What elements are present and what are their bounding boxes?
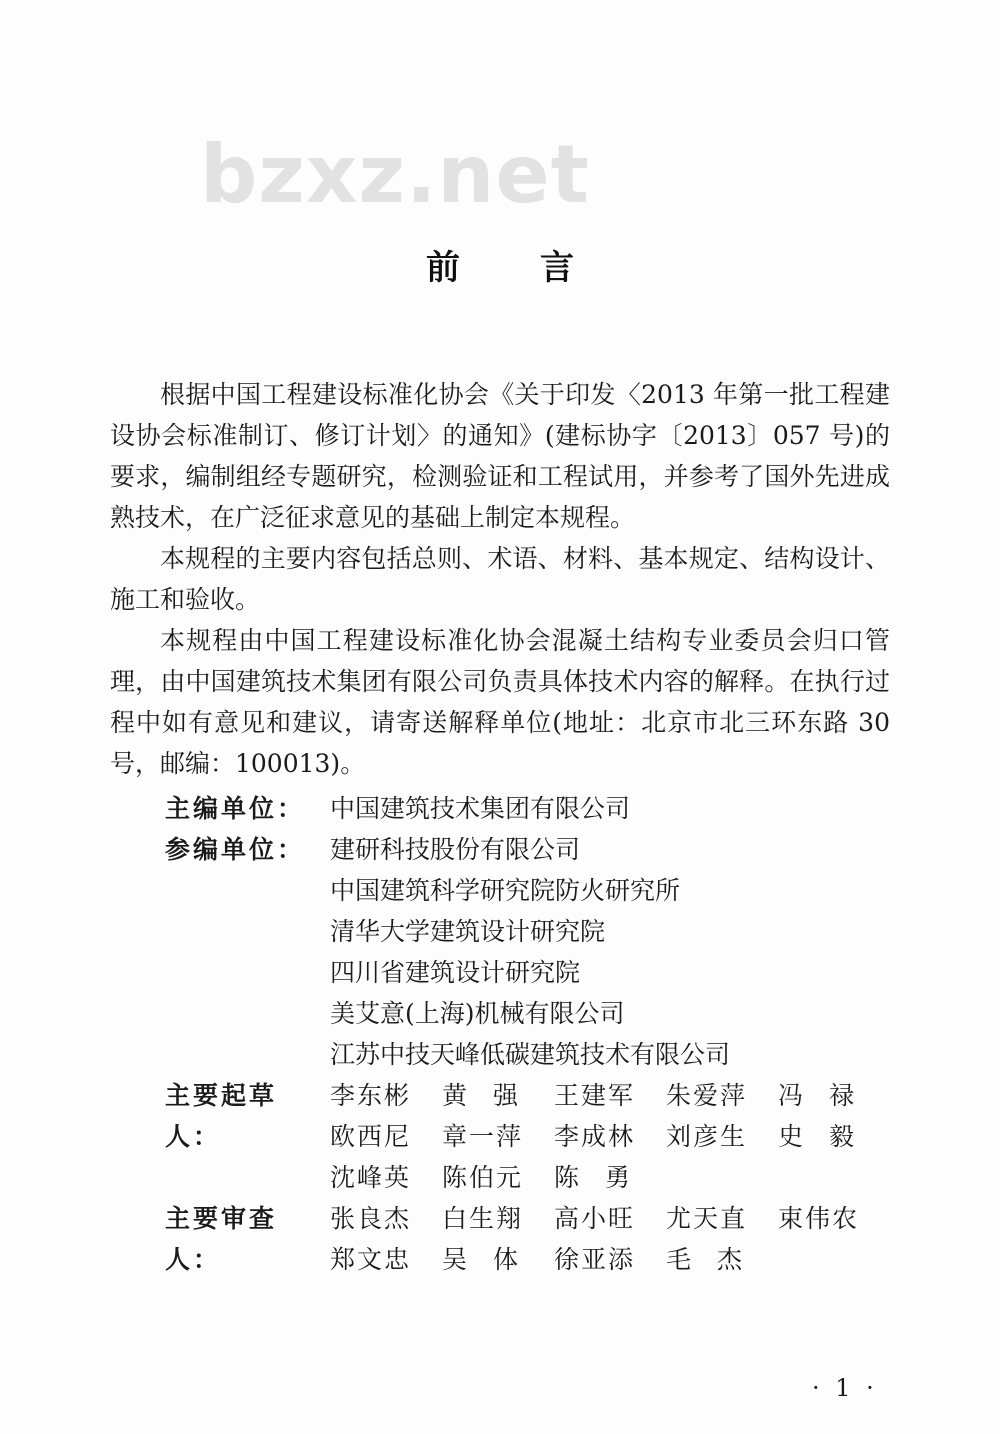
participant-item: 江苏中技天峰低碳建筑技术有限公司 <box>330 1040 731 1069</box>
participant-item: 中国建筑科学研究院防火研究所 <box>330 876 681 905</box>
page-number: · 1 · <box>812 1374 878 1402</box>
reviewer-name: 徐亚添 <box>554 1245 636 1274</box>
reviewer-name: 高小旺 <box>554 1204 636 1233</box>
paragraph-1: 根据中国工程建设标准化协会《关于印发〈2013 年第一批工程建设协会标准制订、修订计划〉的通知》(建标协字〔2013〕057 号)的要求，编制组经专题研究，检测验证和工程试用，并参考了国外先进成熟技术，在广泛征求意见的基础上制定本规程。 <box>110 380 890 532</box>
drafter-name: 朱爱萍 <box>666 1081 748 1110</box>
paragraph-2: 本规程的主要内容包括总则、术语、材料、基本规定、结构设计、施工和验收。 <box>110 544 890 614</box>
drafters-label: 主要起草人： <box>165 1081 278 1151</box>
participants-label: 参编单位： <box>165 835 306 864</box>
participants-row <box>165 829 905 1075</box>
chief-editor-value: 中国建筑技术集团有限公司 <box>330 794 631 823</box>
drafter-name: 冯禄 <box>778 1081 881 1110</box>
participant-item: 美艾意(上海)机械有限公司 <box>330 999 625 1028</box>
drafter-name: 王建军 <box>554 1081 636 1110</box>
drafter-name: 陈伯元 <box>442 1163 524 1192</box>
drafter-name: 黄强 <box>442 1081 545 1110</box>
chief-editor-label: 主编单位： <box>165 794 306 823</box>
drafters-row <box>165 1075 905 1198</box>
drafter-name: 沈峰英 <box>330 1163 412 1192</box>
reviewer-name: 束伟农 <box>778 1204 860 1233</box>
chief-editor-row <box>165 788 905 829</box>
drafter-name: 李成林 <box>554 1122 636 1151</box>
participant-item: 四川省建筑设计研究院 <box>330 958 581 987</box>
paragraph-3: 本规程由中国工程建设标准化协会混凝土结构专业委员会归口管理，由中国建筑技术集团有限公司负责具体技术内容的解释。在执行过程中如有意见和建议，请寄送解释单位(地址：北京市北三环东路 30 号，邮编：100013)。 <box>110 626 890 778</box>
reviewer-name: 毛杰 <box>666 1245 769 1274</box>
reviewer-name: 白生翔 <box>442 1204 524 1233</box>
drafter-name: 欧西尼 <box>330 1122 412 1151</box>
page-title: 前言 <box>426 248 654 288</box>
drafter-name: 陈勇 <box>554 1163 657 1192</box>
drafter-name: 李东彬 <box>330 1081 412 1110</box>
drafter-name: 刘彦生 <box>666 1122 748 1151</box>
reviewer-name: 张良杰 <box>330 1204 412 1233</box>
reviewer-name: 郑文忠 <box>330 1245 412 1274</box>
reviewer-name: 尤天直 <box>666 1204 748 1233</box>
reviewer-name: 吴体 <box>442 1245 545 1274</box>
reviewers-row <box>165 1198 905 1280</box>
reviewers-list <box>330 1198 905 1280</box>
participants-list <box>330 829 905 1075</box>
drafters-list <box>330 1075 905 1198</box>
drafter-name: 史毅 <box>778 1122 881 1151</box>
participant-item: 建研科技股份有限公司 <box>330 835 581 864</box>
preface-body <box>110 374 890 784</box>
organization-info <box>165 788 905 1280</box>
participant-item: 清华大学建筑设计研究院 <box>330 917 606 946</box>
reviewers-label: 主要审查人： <box>165 1204 278 1274</box>
watermark: bzxz.net <box>200 128 590 221</box>
drafter-name: 章一萍 <box>442 1122 524 1151</box>
